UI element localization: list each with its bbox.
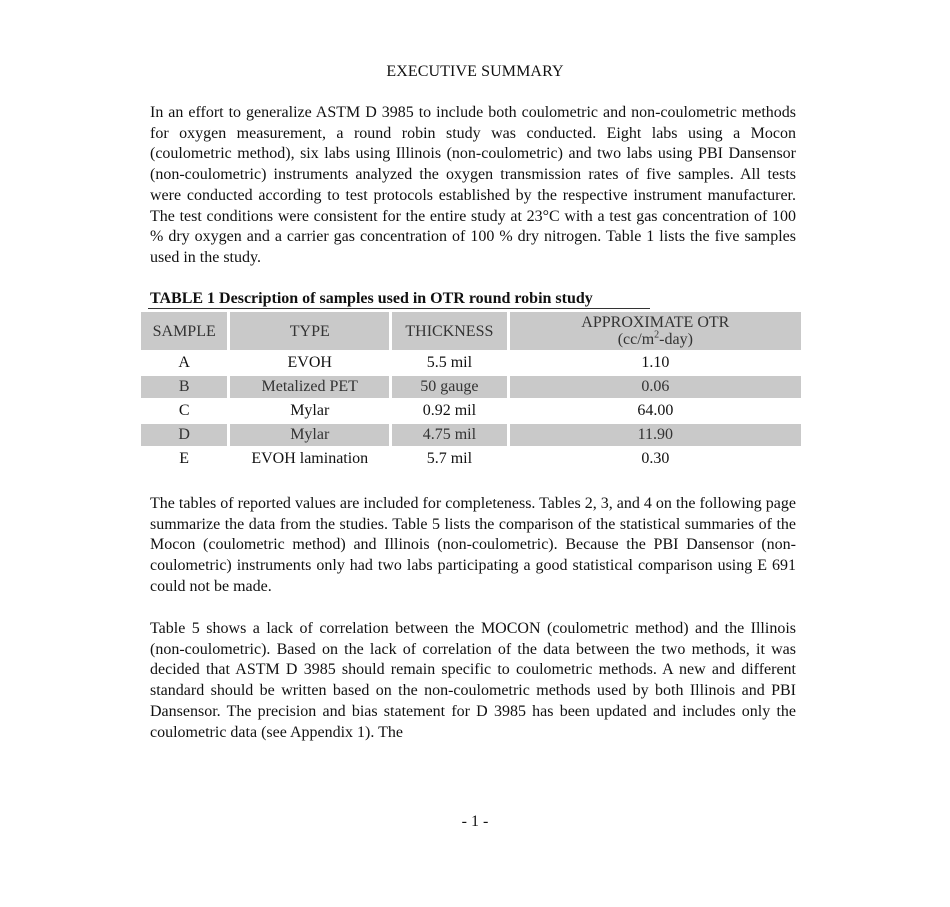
- cell-sample: D: [141, 424, 227, 446]
- table-row: [141, 424, 801, 446]
- table-row: [141, 352, 801, 374]
- caption-underline: [148, 308, 650, 309]
- header-thickness: THICKNESS: [392, 312, 507, 350]
- cell-type: Mylar: [290, 402, 330, 419]
- header-otr-line1: APPROXIMATE OTR: [581, 314, 730, 331]
- table-row: [141, 400, 801, 422]
- cell-otr: 0.06: [510, 376, 801, 398]
- cell-thickness: 5.7 mil: [426, 450, 473, 467]
- cell-sample: A: [178, 354, 190, 371]
- cell-type: Metalized PET: [230, 376, 389, 398]
- page-title: EXECUTIVE SUMMARY: [386, 63, 564, 80]
- samples-table: [138, 310, 804, 472]
- conclusion-paragraph: Table 5 shows a lack of correlation between the MOCON (coulometric method) and the Illinois (non-coulometric). Based on the lack of correlation of the data between the two methods, it was decided that ASTM D 3985 should remain specific to coulometric methods. A new and different standard should be written based on the non-coulometric methods used by both Illinois and PBI Dansensor. The precision and bias statement for D 3985 has been updated and includes only the coulometric data (see Appendix 1). The: [150, 620, 796, 741]
- table-row: [141, 448, 801, 470]
- header-otr-units: $(cc/m^2-day)$: [617, 329, 693, 348]
- header-sample: SAMPLE: [141, 312, 227, 350]
- intro-paragraph: In an effort to generalize ASTM D 3985 to include both coulometric and non-coulometric methods for oxygen measurement, a round robin study was conducted. Eight labs using a Mocon (coulometric method), six labs using Illinois (non-coulometric) and two labs using PBI Dansensor (non-coulometric) instruments analyzed the oxygen transmission rates of five samples. All tests were conducted according to test protocols established by the respective instrument manufacturer. The test conditions were consistent for the entire study at 23°C with a test gas concentration of 100 % dry oxygen and a carrier gas concentration of 100 % dry nitrogen. Table 1 lists the five samples used in the study.: [150, 104, 796, 266]
- cell-otr: 0.30: [641, 450, 670, 467]
- cell-type: Mylar: [230, 424, 389, 446]
- cell-otr: 64.00: [637, 402, 674, 419]
- cell-sample: E: [179, 450, 190, 467]
- cell-sample: B: [141, 376, 227, 398]
- cell-thickness: 5.5 mil: [426, 354, 473, 371]
- table-header-row: [141, 312, 801, 350]
- header-type: TYPE: [230, 312, 389, 350]
- cell-type: EVOH lamination: [251, 450, 369, 467]
- header-approximate-otr: [510, 312, 801, 350]
- cell-thickness: 50 gauge: [392, 376, 507, 398]
- cell-otr: 1.10: [641, 354, 670, 371]
- cell-sample: C: [178, 402, 190, 419]
- table-row: [141, 376, 801, 398]
- table-caption: TABLE 1 Description of samples used in OTR round robin study: [150, 290, 593, 307]
- cell-type: EVOH: [287, 354, 332, 371]
- cell-thickness: 4.75 mil: [392, 424, 507, 446]
- page-number: - 1 -: [461, 813, 489, 830]
- cell-thickness: 0.92 mil: [422, 402, 477, 419]
- results-paragraph: The tables of reported values are included for completeness. Tables 2, 3, and 4 on the following page summarize the data from the studies. Table 5 lists the comparison of the statistical summaries of the Mocon (coulometric method) and Illinois (non-coulometric). Because the PBI Dansensor (non-coulometric) instruments only had two labs participating a good statistical comparison using E 691 could not be made.: [150, 495, 796, 595]
- cell-otr: 11.90: [510, 424, 801, 446]
